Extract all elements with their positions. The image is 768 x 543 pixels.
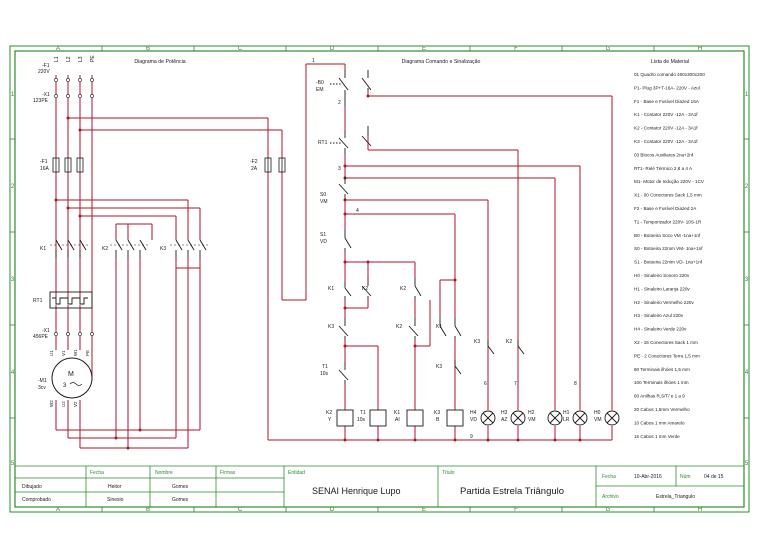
terminal-x1b-label: -X1 xyxy=(42,328,50,334)
num-label: Núm xyxy=(680,474,691,480)
lamp-name: H2 xyxy=(528,410,535,416)
col-label: D xyxy=(329,46,335,52)
row-dibujado-fecha: Heitor xyxy=(108,484,122,490)
archivo-label: Archivo xyxy=(602,494,619,500)
command-diagram-heading: Diagrama Comando e Sinalização xyxy=(401,59,481,65)
motor-terminal-label: W2 xyxy=(49,400,54,407)
material-item: S1 - Botoeira 22mm VD- 1na+1nf xyxy=(634,259,703,265)
row-label: 5 xyxy=(10,461,15,467)
col-label: D xyxy=(329,507,335,513)
lamp-icon xyxy=(548,411,562,425)
material-item: PE - 2 Conectores Terra 1,5 mm xyxy=(634,353,700,359)
col-label: G xyxy=(605,46,611,52)
section-headings xyxy=(134,59,689,65)
header-nombre: Nombre xyxy=(155,470,173,476)
contact-k2-label: K2 xyxy=(400,286,407,292)
material-item: 20 Cabos 1,5mm Vermelho xyxy=(634,407,690,412)
contactor-k2-label: K2 xyxy=(102,246,109,252)
contact-k2-label: K2 xyxy=(362,286,369,292)
row-comprobado-nombre: Gomes xyxy=(172,497,189,503)
header-fecha: Fecha xyxy=(90,470,104,476)
lamp-name: H1 xyxy=(563,410,570,416)
material-item: 15 Cabos 1 mm Verde xyxy=(634,433,680,439)
material-item: 80 Terminais ilhóes 1,5 mm xyxy=(634,366,690,372)
row-comprobado-label: Comprobado xyxy=(22,497,51,503)
motor-terminal-label: PE xyxy=(85,349,90,356)
relay-rt1-contact-label: RT1 xyxy=(318,140,328,146)
command-contacts-icon xyxy=(330,70,524,384)
phase-label: L1 xyxy=(54,56,60,62)
lamp-icon xyxy=(573,411,587,425)
lamp-icon xyxy=(511,411,525,425)
timer-t1-label: T1 xyxy=(322,364,328,370)
contact-k3-label: K3 xyxy=(474,339,481,345)
plug-desc: 220V xyxy=(38,69,50,75)
material-item: M1- Motor de Indução 220V - 1CV xyxy=(634,179,704,185)
fuse-f2-labels xyxy=(250,159,258,172)
phase-label: PE xyxy=(90,55,96,62)
drawing-title: Partida Estrela Triângulo xyxy=(460,486,565,497)
material-item: T1 - Temporizador 220V- 10S-1R xyxy=(634,219,702,225)
material-item: K1 - Contator 220V -12A - 3A1f xyxy=(634,112,698,118)
fuse-f1-icon xyxy=(53,158,83,172)
contact-k3-label: K3 xyxy=(436,364,443,370)
material-item: 03 Blocos Auxiliares 2na+2nf xyxy=(634,152,694,158)
row-label: 2 xyxy=(10,184,15,190)
start-button-desc: VD xyxy=(320,239,327,245)
materials-heading: Lista de Material xyxy=(650,59,690,65)
material-item: 100 Terminais ilhóes 1 mm xyxy=(634,380,689,386)
node-label: 6 xyxy=(484,381,487,387)
motor-terminal-label: U1 xyxy=(49,350,54,356)
num-value: 04 de 15 xyxy=(704,474,724,480)
contact-k3-label: K3 xyxy=(328,324,335,330)
terminal-x1-label: -X1 xyxy=(42,92,50,98)
power-diagram-heading: Diagrama de Potência xyxy=(134,59,186,65)
col-label: H xyxy=(697,507,703,513)
motor-name: -M1 xyxy=(38,378,47,384)
coil-k3 xyxy=(447,410,463,426)
row-label: 5 xyxy=(744,461,749,467)
phase-label: L2 xyxy=(66,56,72,62)
lamp-sub: VM xyxy=(594,417,602,423)
col-label: A xyxy=(55,507,61,513)
fuse-f1-desc: 16A xyxy=(40,166,49,172)
material-item: X2 - 15 Conectores Sack 1 mm xyxy=(634,340,698,345)
coil-sub: 10s xyxy=(357,417,366,423)
header-titulo: Título xyxy=(442,470,455,476)
material-item: H3 - Sinaleiro Azul 220v xyxy=(634,313,684,319)
motor-terminal-label: U2 xyxy=(61,401,66,407)
header-entidad: Entidad xyxy=(288,470,305,476)
coil-t1 xyxy=(370,410,386,426)
fuse-f2-label: -F2 xyxy=(250,159,258,165)
node-label: 1 xyxy=(312,58,315,64)
contact-k1-label: K1 xyxy=(436,324,443,330)
material-item: F1 - Base e Fusível Diazed 16A xyxy=(634,98,699,104)
emergency-button-desc: EM xyxy=(316,87,324,93)
material-list xyxy=(634,72,705,439)
row-label: 4 xyxy=(744,370,749,376)
col-label: F xyxy=(514,507,518,513)
start-button-label: S1 xyxy=(320,232,327,238)
material-item: RT1- Relé Térmico 2,8 a 4 A xyxy=(634,165,693,171)
row-comprobado-fecha: Sinesio xyxy=(107,497,124,503)
terminal-x1-desc: 123PE xyxy=(33,98,49,104)
material-item: X1 - 00 Conectores Sack 1,5 mm xyxy=(634,192,702,198)
motor-phase: 3 xyxy=(63,383,67,389)
row-label: 4 xyxy=(10,370,15,376)
contact-k1-label: K1 xyxy=(328,286,335,292)
archivo-value: Estrela_Triangulo xyxy=(656,494,696,500)
col-label: A xyxy=(55,46,61,52)
node-label: 8 xyxy=(574,381,577,387)
stop-button-desc: VM xyxy=(320,199,328,205)
contactor-k3-label: K3 xyxy=(160,246,167,252)
lamp-name: H4 xyxy=(470,410,477,416)
header-firmas: Firmas xyxy=(220,470,236,476)
row-label: 1 xyxy=(744,92,749,98)
coil-sub: AI xyxy=(395,417,400,423)
material-item: H2 - Sinaleiro Vermelho 220v xyxy=(634,299,694,305)
command-wiring xyxy=(268,64,612,440)
material-item: P1- Plug 3P+T-16A- 220V - Azul xyxy=(634,85,700,91)
terminal-x1b-desc: 456PE xyxy=(33,334,49,340)
node-label: 3 xyxy=(338,166,341,172)
contactor-k1-label: K1 xyxy=(40,246,47,252)
col-label: B xyxy=(145,46,151,52)
material-item: F2 - Base e Fusível Diazed 2A xyxy=(634,206,697,211)
lamp-sub: AZ xyxy=(501,417,508,423)
title-block-text xyxy=(22,470,724,503)
motor-icon xyxy=(52,358,92,398)
stop-button-label: S0 xyxy=(320,192,327,198)
coil-k1 xyxy=(407,410,423,426)
motor-power: 3cv xyxy=(38,385,46,391)
lamp-sub: LR xyxy=(563,417,570,423)
node-label: 4 xyxy=(356,208,359,214)
col-label: G xyxy=(605,507,611,513)
fuse-f2-icon xyxy=(265,158,285,172)
material-item: K2 - Contator 220V -12A - 3A1f xyxy=(634,125,698,131)
lamp-sub: VD xyxy=(470,417,477,423)
coil-name: K3 xyxy=(434,410,441,416)
lamp-sub: VM xyxy=(528,417,536,423)
row-dibujado-nombre: Gomes xyxy=(172,484,189,490)
timer-t1-desc: 10s xyxy=(320,371,329,377)
motor-letter: M xyxy=(68,371,74,378)
power-wiring xyxy=(56,64,306,448)
entity-name: SENAI Henrique Lupo xyxy=(312,486,401,496)
material-item: H0 - Sinaleiro Sonoro 220v xyxy=(634,273,690,278)
fecha-value: 10-Abr-2016 xyxy=(634,474,662,480)
col-label: C xyxy=(237,46,243,52)
col-label: C xyxy=(237,507,243,513)
row-label: 3 xyxy=(10,277,15,283)
lamp-name: H0 xyxy=(594,410,601,416)
col-label: H xyxy=(697,46,703,52)
node-label: 7 xyxy=(514,381,517,387)
material-item: 01 Quadro comando 400x300x200 xyxy=(634,72,705,77)
material-item: H1 - Sinaleiro Laranja 220v xyxy=(634,286,690,292)
contact-k2-label: K2 xyxy=(396,324,403,330)
row-label: 2 xyxy=(744,184,749,190)
fecha-label: Fecha xyxy=(602,474,616,480)
command-junctions xyxy=(344,95,582,442)
material-item: K3 - Contator 220V -12A - 3A1f xyxy=(634,139,698,144)
material-item: 60 Anilhas R,S/T/ e 1 a 9 xyxy=(634,393,685,399)
coil-k2 xyxy=(337,410,353,426)
coil-sub: Y xyxy=(328,417,332,423)
coil-sub: B xyxy=(436,417,440,423)
motor-terminal-label: W1 xyxy=(73,349,78,356)
node-label: 2 xyxy=(338,100,341,106)
lamp-name: H3 xyxy=(501,410,508,416)
col-label: E xyxy=(421,46,427,52)
emergency-button-label: -B0 xyxy=(316,80,324,86)
col-label: E xyxy=(421,507,427,513)
motor-terminal-label: V1 xyxy=(61,350,66,356)
col-label: B xyxy=(145,507,151,513)
fuse-f1-label: -F1 xyxy=(40,159,48,165)
material-item: B0 - Botoeira Soco VM -1na+1nf xyxy=(634,232,701,238)
material-item: 10 Cabos 1 mm Amarelo xyxy=(634,420,685,426)
material-item: S0 - Botoeira 22mm VM- 1na+1nf xyxy=(634,246,703,252)
lamp-icon xyxy=(481,411,495,425)
material-item: H4 - Sinaleiro Verde 220v xyxy=(634,326,687,332)
contact-k2-label: K2 xyxy=(506,339,513,345)
plug-label: -F1 xyxy=(42,63,50,69)
motor-terminal-label: V2 xyxy=(73,401,78,407)
fuse-f2-desc: 2A xyxy=(251,166,258,172)
row-dibujado-label: Dibujado xyxy=(22,484,42,490)
row-label: 1 xyxy=(10,92,15,98)
buzzer-lamp-icon xyxy=(605,411,619,425)
phase-label: L3 xyxy=(78,56,84,62)
command-labels xyxy=(312,58,577,440)
node-label: 9 xyxy=(470,434,473,440)
power-supply-labels xyxy=(33,55,166,391)
coil-name: K1 xyxy=(394,410,401,416)
power-terminal-dots xyxy=(54,78,93,335)
contactor-power-contacts-icon xyxy=(50,240,210,258)
relay-rt1-label: RT1 xyxy=(33,298,43,304)
row-label: 3 xyxy=(744,277,749,283)
coil-name: K2 xyxy=(326,410,333,416)
col-label: F xyxy=(514,46,518,52)
coil-name: T1 xyxy=(360,410,366,416)
